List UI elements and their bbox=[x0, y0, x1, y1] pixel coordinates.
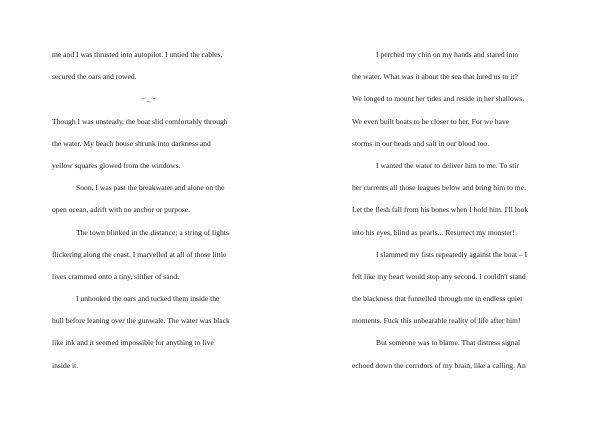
text-line: the water. My beach house shrunk into darkness and bbox=[52, 138, 211, 148]
text-line: the blackness that funnelled through me in endless quiet bbox=[352, 294, 523, 304]
text-line: I slammed my fists repeatedly against the boat – I bbox=[376, 249, 528, 259]
text-line: secured the oars and rowed. bbox=[52, 72, 137, 82]
text-line: storms in our heads and salt in our blood too. bbox=[352, 138, 490, 148]
text-line: I perched my chin on my hands and stared into bbox=[376, 50, 519, 59]
left-page bbox=[52, 44, 246, 377]
text-line: I unhooked the oars and tucked them inside the bbox=[76, 294, 220, 304]
text-line: moments. Fuck this unbearable reality of life after him! bbox=[352, 316, 521, 326]
text-line: The town blinked in the distance; a string of lights bbox=[76, 227, 229, 237]
text-line: like ink and it seemed impossible for anything to live bbox=[52, 338, 214, 348]
text-line: We even built boats to be closer to her. For we have bbox=[352, 116, 510, 126]
text-line: into his eyes, blind as pearls... Resurrect my monster! bbox=[352, 227, 515, 237]
text-line: Let the flesh fall from his bones when I hold him. I'll look bbox=[352, 205, 529, 215]
text-line: echoed down the corridors of my brain, like a calling. An bbox=[352, 360, 526, 370]
text-line: flickering along the coast. I marvelled at all of those little bbox=[52, 249, 227, 259]
text-line: open ocean, adrift with no anchor or purpose. bbox=[52, 205, 191, 215]
text-line: hull before leaning over the gunwale. The water was black bbox=[52, 316, 230, 326]
text-line: Soon, I was past the breakwater and alone on the bbox=[76, 183, 225, 193]
text-line: Though I was unsteady, the boat slid comfortably through bbox=[52, 116, 228, 126]
text-line: the water. What was it about the sea that lured us to it? bbox=[352, 72, 518, 82]
text-line: inside it. bbox=[52, 360, 79, 370]
right-page bbox=[352, 44, 546, 377]
text-line: I wanted the water to deliver him to me. To stir bbox=[376, 160, 519, 170]
text-line: lives crammed onto a tiny, slither of sand. bbox=[52, 271, 180, 281]
text-line: yellow squares glowed from the windows. bbox=[52, 160, 181, 170]
text-line: felt like my heart would stop any second. I couldn't stand bbox=[352, 271, 526, 281]
text-line: me and I was thrusted into autopilot. I untied the cables, bbox=[52, 50, 223, 59]
text-line: We longed to mount her tides and reside in her shallows. bbox=[352, 94, 525, 104]
section-break: ~_~ bbox=[141, 94, 157, 104]
text-line: her currents all those leagues below and bring him to me. bbox=[352, 183, 526, 193]
text-line: But someone was to blame. That distress signal bbox=[376, 338, 521, 348]
